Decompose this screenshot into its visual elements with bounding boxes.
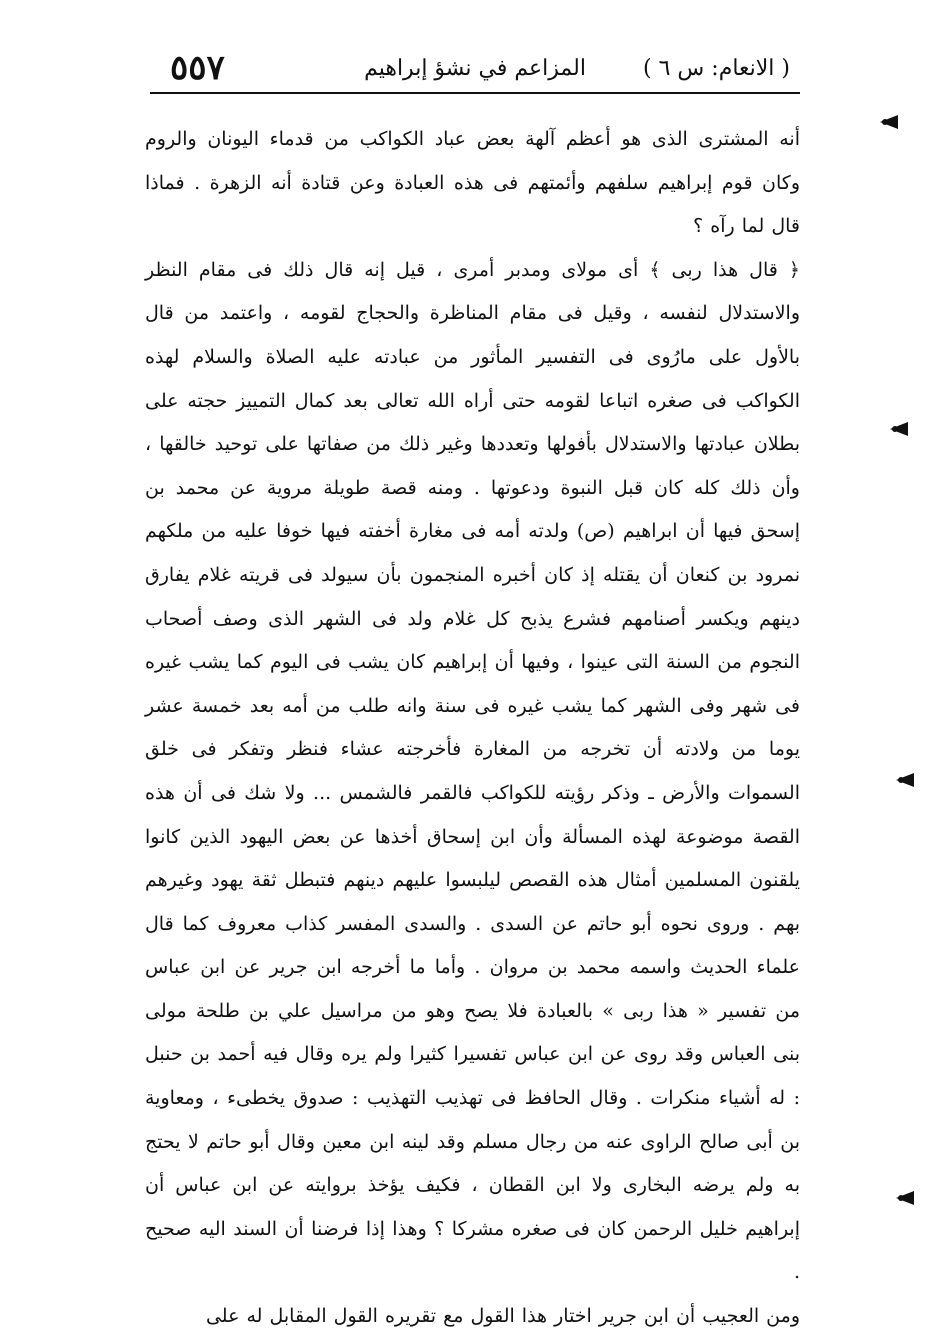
page-body [145,118,800,1339]
running-title: المزاعم في نشؤ إبراهيم [364,56,586,81]
pointing-hand-icon [890,422,908,436]
header-rule [150,92,800,94]
paragraph: ﴿ قال هذا ربى ﴾ أى مولاى ومدبر أمرى ، قيل إنه قال ذلك فى مقام النظر والاستدلال لنفسه ، وقيل فى مقام المناظرة والحجاج لقومه ، واعتمد من قال بالأول على مارُوى فى التفسير المأثور من عبادته عليه الصلاة والسلام لهذه الكواكب فى صغره اتباعا لقومه حتى أراه الله تعالى بعد كمال التمييز حجته على بطلان عبادتها والاستدلال بأفولها وتعددها وغير ذلك من صفاتها على توحيد خالقها ، وأن ذلك كله كان قبل النبوة ودعوتها . ومنه قصة طويلة مروية عن محمد بن إسحق فيها أن ابراهيم (ص) ولدته أمه فى مغارة أخفته فيها خوفا عليه من ملكهم نمرود بن كنعان أن يقتله إذ كان أخبره المنجمون بأن سيولد فى قريته غلام يفارق دينهم ويكسر أصنامهم فشرع يذبح كل غلام ولد فى الشهر الذى وصف أصحاب النجوم من السنة التى عينوا ، وفيها أن إبراهيم كان يشب فى اليوم كما يشب غيره فى شهر وفى الشهر كما يشب غيره فى سنة وانه طلب من أمه بعد خمسة عشر يوما من ولادته أن تخرجه من المغارة فأخرجته عشاء فنظر وتفكر فى خلق السموات والأرض ـ وذكر رؤيته للكواكب فالقمر فالشمس ... ولا شك فى أن هذه القصة موضوعة لهذه المسألة وأن ابن إسحاق أخذها عن بعض اليهود الذين كانوا يلقنون المسلمين أمثال هذه القصص ليلبسوا عليهم دينهم فتبطل ثقة يهود وغيرهم بهم . وروى نحوه أبو حاتم عن السدى . والسدى المفسر كذاب معروف كما قال علماء الحديث واسمه محمد بن مروان . وأما ما أخرجه ابن جرير عن ابن عباس من تفسير « هذا ربى » بالعبادة فلا يصح وهو من مراسيل علي بن طلحة مولى بنى العباس وقد روى عن ابن عباس تفسيرا كثيرا ولم يره وقال فيه أحمد بن حنبل : له أشياء منكرات . وقال الحافظ فى تهذيب التهذيب : صدوق يخطىء ، ومعاوية بن أبى صالح الراوى عنه من رجال مسلم وقد لينه ابن معين وقال أبو حاتم لا يحتج به ولم يرضه البخارى ولا ابن القطان ، فكيف يؤخذ بروايته عن ابن عباس أن إبراهيم خليل الرحمن كان فى صغره مشركا ؟ وهذا إذا فرضنا أن السند اليه صحيح . [145,258,800,1284]
page-number: ٥٥٧ [170,48,225,88]
paragraph: أنه المشترى الذى هو أعظم آلهة بعض عباد الكواكب من قدماء اليونان والروم وكان قوم إبراهيم سلفهم وأئمتهم فى هذه العبادة وعن قتادة أنه الزهرة . فماذا قال لما رآه ؟ [145,128,800,238]
page-header [150,50,800,94]
section-label: ( الانعام: س ٦ ) [643,56,790,81]
pointing-hand-icon [880,115,898,129]
pointing-hand-icon [896,1191,914,1205]
paragraph: ومن العجيب أن ابن جرير اختار هذا القول مع تقريره القول المقابل له على [205,1305,800,1328]
pointing-hand-icon [896,773,914,787]
